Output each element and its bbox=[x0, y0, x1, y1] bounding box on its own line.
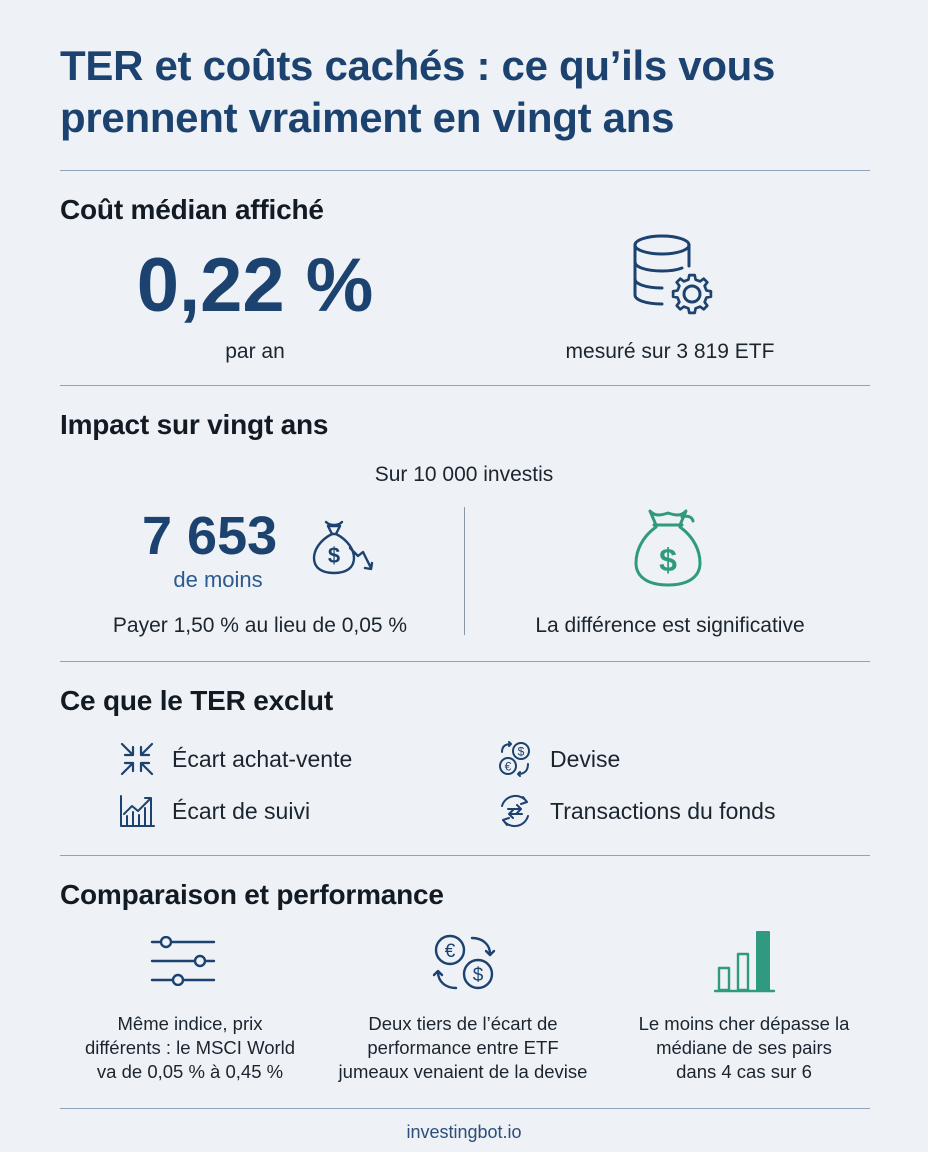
excluded-item bbox=[118, 792, 310, 830]
text-line: médiane de ses pairs bbox=[656, 1037, 832, 1058]
comparison-item-text bbox=[60, 1012, 320, 1084]
divider bbox=[60, 855, 870, 856]
comparison-item-text bbox=[614, 1012, 874, 1084]
impact-subtitle: Sur 10 000 investis bbox=[374, 463, 554, 486]
text-line: va de 0,05 % à 0,45 % bbox=[96, 1061, 284, 1082]
divider bbox=[60, 1108, 870, 1109]
sliders-icon bbox=[150, 936, 216, 986]
excluded-item bbox=[496, 792, 775, 830]
comparison-item-text bbox=[320, 1012, 606, 1084]
divider bbox=[60, 385, 870, 386]
svg-text:$: $ bbox=[472, 965, 484, 986]
footer-link[interactable]: investingbot.io bbox=[406, 1122, 522, 1142]
excluded-item bbox=[118, 740, 352, 778]
text-line: différents : le MSCI World bbox=[84, 1037, 296, 1058]
median-heading: Coût médian affiché bbox=[60, 194, 324, 225]
money-bag-down-icon bbox=[310, 518, 376, 578]
page-title bbox=[60, 40, 880, 144]
svg-text:$: $ bbox=[659, 542, 677, 578]
text-line: performance entre ETF bbox=[367, 1037, 559, 1058]
median-measure: mesuré sur 3 819 ETF bbox=[565, 340, 775, 363]
text-line: Même indice, prix bbox=[117, 1013, 263, 1034]
excluded-item bbox=[496, 740, 620, 778]
divider bbox=[60, 170, 870, 171]
impact-left-text: Payer 1,50 % au lieu de 0,05 % bbox=[112, 614, 408, 637]
page-title-line-2: prennent vraiment en vingt ans bbox=[60, 94, 675, 141]
impact-separator bbox=[464, 507, 465, 635]
text-line: jumeaux venaient de la devise bbox=[338, 1061, 588, 1082]
excluded-item-label: Écart de suivi bbox=[172, 797, 311, 824]
impact-heading: Impact sur vingt ans bbox=[60, 409, 329, 440]
excluded-item-label: Devise bbox=[550, 745, 621, 772]
svg-text:€: € bbox=[504, 759, 512, 774]
svg-text:$: $ bbox=[327, 543, 341, 568]
impact-value-label: de moins bbox=[173, 567, 263, 592]
database-gear-icon bbox=[628, 232, 720, 324]
svg-text:$: $ bbox=[517, 744, 525, 759]
excluded-heading: Ce que le TER exclut bbox=[60, 685, 333, 716]
median-unit: par an bbox=[225, 340, 285, 363]
excluded-item-label: Transactions du fonds bbox=[550, 797, 776, 824]
comparison-heading: Comparaison et performance bbox=[60, 879, 444, 910]
currency-exchange-icon bbox=[496, 740, 534, 778]
euro-dollar-exchange-icon bbox=[430, 930, 498, 994]
page-title-line-1: TER et coûts cachés : ce qu’ils vous bbox=[60, 42, 776, 89]
chart-growth-icon bbox=[118, 792, 156, 830]
text-line: Deux tiers de l’écart de bbox=[368, 1013, 558, 1034]
money-bag-icon bbox=[630, 505, 706, 591]
excluded-item-label: Écart achat-vente bbox=[172, 745, 353, 772]
impact-right-text: La différence est significative bbox=[535, 614, 805, 637]
arrows-inward-icon bbox=[118, 740, 156, 778]
bar-chart-icon bbox=[714, 930, 776, 994]
svg-text:€: € bbox=[444, 941, 456, 962]
divider bbox=[60, 661, 870, 662]
median-value: 0,22 % bbox=[136, 243, 374, 328]
impact-value: 7 653 bbox=[142, 506, 278, 566]
text-line: Le moins cher dépasse la bbox=[638, 1013, 850, 1034]
circular-exchange-icon bbox=[496, 792, 534, 830]
text-line: dans 4 cas sur 6 bbox=[676, 1061, 812, 1082]
